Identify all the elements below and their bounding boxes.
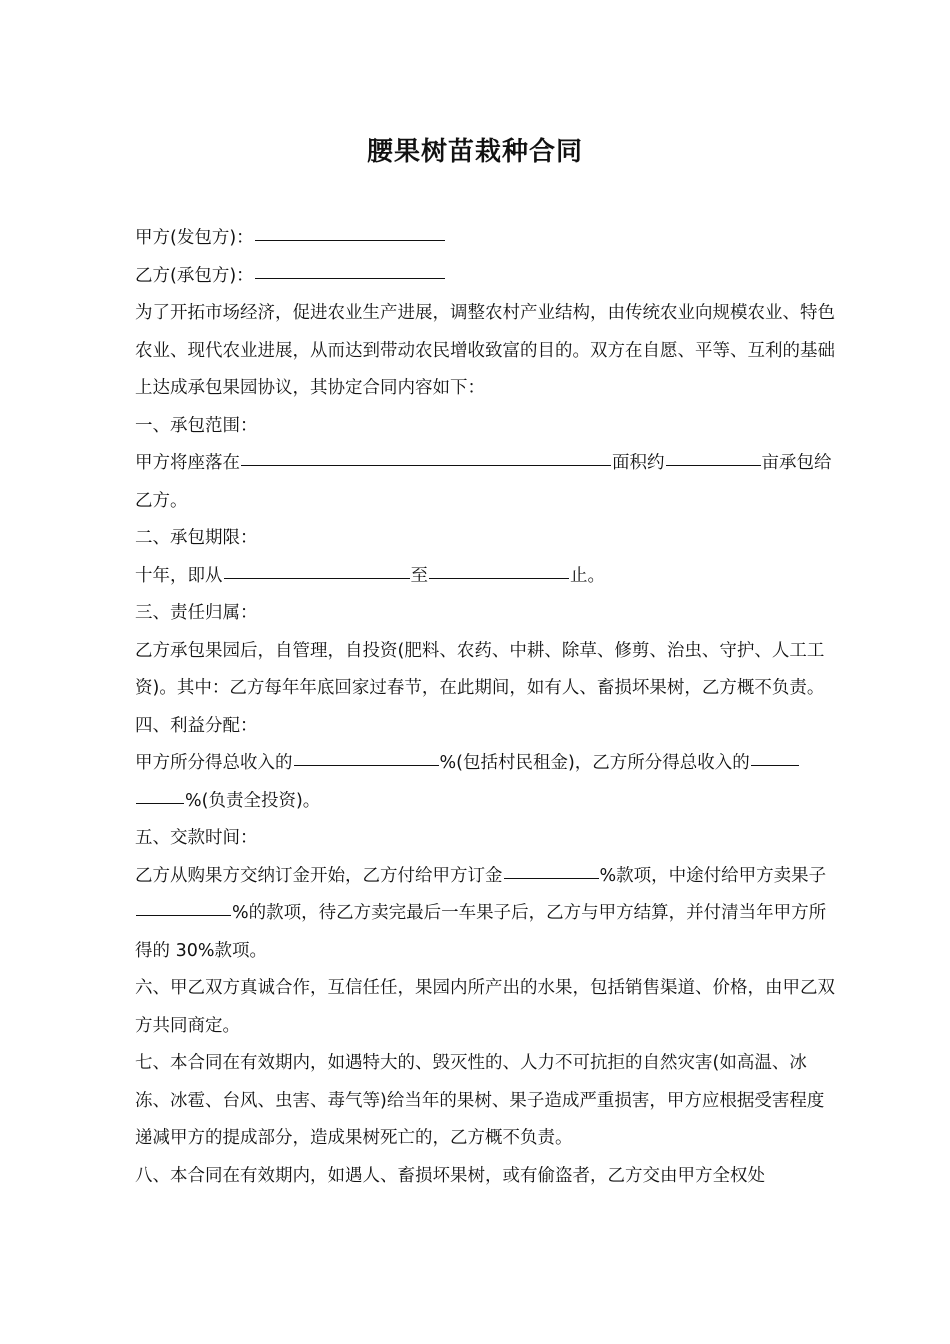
end-date-blank xyxy=(429,578,569,579)
interim-payment-blank xyxy=(136,915,231,916)
party-a-line xyxy=(116,220,838,258)
section-2-part-a: 十年，即从 xyxy=(135,565,223,586)
party-b-share-blank-1 xyxy=(751,765,799,766)
area-blank xyxy=(666,465,761,466)
section-4-text xyxy=(116,745,838,820)
section-1-text xyxy=(116,445,838,520)
section-4-part-b: %(包括村民租金)，乙方所分得总收入的 xyxy=(439,753,750,773)
party-a-label: 甲方(发包方)： xyxy=(135,228,254,248)
section-2-part-c: 止。 xyxy=(570,565,605,586)
party-b-label: 乙方(承包方)： xyxy=(135,265,254,286)
section-5-part-c: %的款项，待乙方卖完最后一车果子后，乙方与甲方结算，并付清当年甲方所得的 30%款项。 xyxy=(135,903,827,961)
section-2-part-b: 至 xyxy=(410,565,428,586)
section-8-text: 八、本合同在有效期内，如遇人、畜损坏果树，或有偷盗者，乙方交由甲方全权处 xyxy=(135,1165,765,1186)
section-5-heading: 五、交款时间： xyxy=(135,828,258,848)
section-2-heading: 二、承包期限： xyxy=(135,528,258,548)
party-a-blank xyxy=(255,240,445,241)
location-blank xyxy=(241,465,611,466)
section-1-part-c: 亩承包给乙方。 xyxy=(135,453,832,511)
party-a-share-blank xyxy=(294,765,439,766)
section-3-text: 乙方承包果园后，自管理，自投资(肥料、农药、中耕、除草、修剪、治虫、守护、人工工资)。其中：乙方每年年底回家过春节，在此期间，如有人、畜损坏果树，乙方概不负责。 xyxy=(135,640,825,698)
contract-title: 腰果树苗栽种合同 xyxy=(366,137,583,167)
section-1-part-a: 甲方将座落在 xyxy=(135,453,240,473)
section-4-part-c: %(负责全投资)。 xyxy=(185,790,321,811)
section-4-heading: 四、利益分配： xyxy=(135,715,258,736)
party-b-share-blank-2 xyxy=(136,803,184,804)
section-1-part-b: 面积约 xyxy=(612,453,665,473)
section-5-part-b: %款项，中途付给甲方卖果子 xyxy=(599,865,827,886)
section-4-part-a: 甲方所分得总收入的 xyxy=(135,753,293,773)
section-5-part-a: 乙方从购果方交纳订金开始，乙方付给甲方订金 xyxy=(135,865,503,886)
party-b-line xyxy=(116,258,838,296)
party-b-blank xyxy=(255,278,445,279)
section-7-text: 七、本合同在有效期内，如遇特大的、毁灭性的、人力不可抗拒的自然灾害(如高温、冰冻、冰雹、台风、虫害、毒气等)给当年的果树、果子造成严重损害，甲方应根据受害程度递减甲方的提成部分，造成果树死亡的，乙方概不负责。 xyxy=(135,1053,825,1148)
start-date-blank xyxy=(224,578,410,579)
contract-body xyxy=(116,220,838,1195)
section-6-text: 六、甲乙双方真诚合作，互信任任，果园内所产出的水果，包括销售渠道、价格，由甲乙双方共同商定。 xyxy=(135,978,835,1036)
intro-paragraph: 为了开拓市场经济，促进农业生产进展，调整农村产业结构，由传统农业向规模农业、特色农业、现代农业进展，从而达到带动农民增收致富的目的。双方在自愿、平等、互利的基础上达成承包果园协议，其协定合同内容如下： xyxy=(135,303,835,398)
section-2-text xyxy=(116,558,838,596)
section-3-heading: 三、责任归属： xyxy=(135,603,258,623)
section-5-text xyxy=(116,858,838,971)
deposit-blank xyxy=(504,878,599,879)
section-1-heading: 一、承包范围： xyxy=(135,415,258,436)
